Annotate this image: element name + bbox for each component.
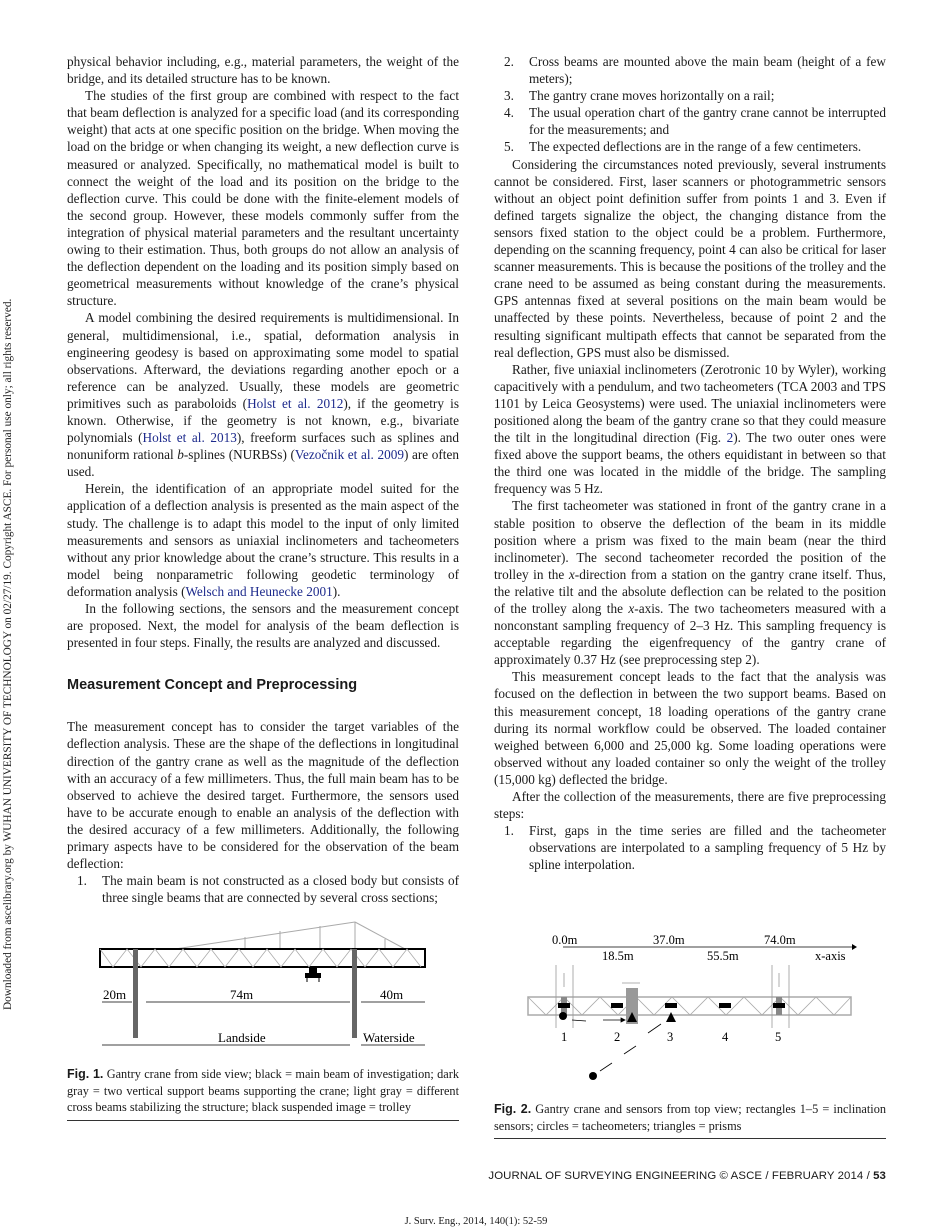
journal-footer: JOURNAL OF SURVEYING ENGINEERING © ASCE / FEBRUARY 2014 / 53 — [488, 1170, 886, 1182]
svg-text:40m: 40m — [380, 987, 404, 1002]
section-heading: Measurement Concept and Preprocessing — [67, 677, 358, 694]
download-watermark: Downloaded from ascelibrary.org by WUHAN UNIVERSITY OF TECHNOLOGY on 02/27/19. Copyright ASCE. For personal use only; all rights reserved. — [2, 298, 14, 1010]
citation-link[interactable]: Welsch and Heunecke 2001 — [185, 583, 333, 599]
list-item: 1. First, gaps in the time series are filled and the tacheometer observations are interpolated to a sampling frequency of 5 Hz by spline interpolation. — [504, 823, 886, 873]
paragraph: The first tacheometer was stationed in front of the gantry crane in a stable position to observe the deflection of the beam in its middle position where a prism was fixed to the main beam (near the third inclinometer). The second tacheometer recorded the position of the trolley in the x-direction from a station on the gantry crane itself. Thus, the relative tilt and the absolute deflection can be related to the position of the trolley along the x-axis. The two tacheometers measured with a nonconstant sampling frequency of 2–3 Hz. This sampling frequency is acceptable regarding the eigenfrequency of the gantry crane of approximately 0.37 Hz (see preprocessing step 2). — [494, 498, 887, 668]
list-item: 3. The gantry crane moves horizontally on a rail; — [504, 88, 775, 104]
figure-link[interactable]: 2 — [726, 430, 734, 446]
support-beam — [133, 949, 138, 1038]
figure-2-caption: Fig. 2. Gantry crane and sensors from top view; rectangles 1–5 = inclination sensors; circles = tacheometers; triangles = prisms — [494, 1101, 886, 1139]
svg-text:3: 3 — [667, 1030, 674, 1044]
svg-text:55.5m: 55.5m — [707, 949, 739, 963]
tacheometer-icon — [559, 1012, 567, 1020]
aspect-list-continued — [494, 53, 886, 156]
list-item: 5. The expected deflections are in the range of a few centimeters. — [504, 139, 862, 155]
right-column — [494, 53, 886, 874]
list-item: 1. The main beam is not constructed as a closed body but consists of three single beams that are connected by several cross sections; — [77, 873, 459, 906]
paragraph: physical behavior including, e.g., material parameters, the weight of the bridge, and its detailed structure has to be known. — [67, 54, 459, 87]
figure-1-caption: Fig. 1. Gantry crane from side view; black = main beam of investigation; dark gray = two vertical support beams supporting the crane; light gray = different cross beams stabilizing the structure; black suspended image = trolley — [67, 1066, 459, 1121]
citation-link[interactable]: Vezočnik et al. 2009 — [294, 447, 404, 463]
citation-link[interactable]: Holst et al. 2012 — [247, 395, 344, 411]
list-item: 2. Cross beams are mounted above the main beam (height of a few meters); — [504, 54, 886, 87]
svg-text:2: 2 — [614, 1030, 621, 1044]
paragraph: This measurement concept leads to the fact that the analysis was focused on the deflection in between the two support beams. Based on this measurement concept, 18 loading operations of the gantry crane during its normal workflow could be observed. The loaded container weighed between 6,000 and 25,000 kg. Some loading operations were observed without any loaded container so only the weight of the trolley (15,000 kg) deflected the bridge. — [494, 669, 886, 787]
svg-text:20m: 20m — [103, 987, 127, 1002]
paragraph: After the collection of the measurements, there are five preprocessing steps: — [494, 789, 886, 822]
svg-text:x-axis: x-axis — [815, 949, 846, 963]
svg-text:18.5m: 18.5m — [602, 949, 634, 963]
main-beam — [100, 949, 425, 967]
svg-text:1: 1 — [561, 1030, 568, 1044]
support-beam — [352, 949, 357, 1038]
paragraph: In the following sections, the sensors and the measurement concept are proposed. Next, the model for analysis of the beam deflection is presented in four steps. Finally, the results are analyzed and discussed. — [67, 601, 459, 651]
svg-text:Waterside: Waterside — [363, 1030, 415, 1045]
trolley-icon — [305, 967, 321, 982]
paragraph: The measurement concept has to consider the target variables of the deflection analysis. These are the shape of the deflections in longitudinal direction of the gantry crane as well as the magnitude of the deflection with an accuracy of a few millimeters. Thus, the full main beam has to be observed to achieve the desired target. Furthermore, the sensors used have to be accurate enough to enable an analysis of the deflection with the desired accuracy of a few millimeters. Additionally, the following primary aspects have to be considered for the observation of the beam deflection: — [67, 719, 459, 872]
svg-text:74m: 74m — [230, 987, 254, 1002]
svg-text:5: 5 — [775, 1030, 782, 1044]
svg-text:Landside: Landside — [218, 1030, 266, 1045]
left-column — [67, 53, 459, 906]
paragraph: The studies of the first group are combined with respect to the fact that beam deflection is analyzed for a specific load (and its corresponding weight) that acts at one specific position on the bridge. When moving the load on the bridge or when changing its weight, a new deflection curve is measured or analyzed. Specifically, no mathematical model is built to connect the weight of the load and its position on the bridge to the deflection curve. This could be done with the finite-element models of the second group. However, these models commonly suffer from the integration of physical material parameters and the resultant uncertainty owing to their estimation. Thus, both groups do not allow an analysis of the deflection dependent on the loading and its position simply based on geometrical measurements without knowledge of the crane’s physical structure. — [67, 88, 459, 309]
tacheometer-icon — [589, 1072, 597, 1080]
svg-text:0.0m: 0.0m — [552, 933, 578, 947]
list-item: 4. The usual operation chart of the gantry crane cannot be interrupted for the measurements; and — [504, 105, 886, 138]
aspect-list — [67, 872, 459, 906]
page-number: 53 — [873, 1170, 886, 1182]
svg-text:74.0m: 74.0m — [764, 933, 796, 947]
figure-2-diagram — [520, 925, 860, 1085]
citation-footer: J. Surv. Eng., 2014, 140(1): 52-59 — [404, 1216, 548, 1227]
paragraph: Rather, five uniaxial inclinometers (Zerotronic 10 by Wyler), working capacitively with a pendulum, and two tacheometers (TCA 2003 and TPS 1101 by Leica Geosystems) were used. The uniaxial inclinometers were positioned along the beam of the gantry crane so that they could measure the tilt in the longitudinal direction (Fig. 2). The two outer ones were fixed above the support beams, the others equidistant in between so that the third one was located in the middle of the bridge. The sampling frequency was 5 Hz. — [494, 361, 887, 497]
prism-icon — [666, 1012, 676, 1022]
svg-text:37.0m: 37.0m — [653, 933, 685, 947]
paragraph: Herein, the identification of an appropriate model suited for the application of a deflection analysis is presented as the main aspect of the study. The challenge is to adapt this model to the input of only limited measurements and sensors as uniaxial inclinometers and tacheometers without any prior knowledge about the crane’s structure. This results in a model being nonparametric following geodetic terminology of deformation analysis (Welsch and Heunecke 2001). — [67, 481, 459, 599]
preprocessing-list — [494, 822, 886, 873]
figure-1-diagram — [95, 915, 435, 1055]
paragraph: Considering the circumstances noted previously, several instruments cannot be considered. First, laser scanners or photogrammetric sensors without an object point definition suffer from points 1 and 3. Even if defined targets signalize the object, the changing distance from the sensors fixed station to the object could be a problem. Furthermore, depending on the scanning frequency, point 4 can also be critical for laser scanner measurements. This is because the positions of the trolley and the crane need to be assumed as being constant during the measurements. GPS antennas fixed at several positions on the main beam would be unaffected by these points. Nevertheless, because of point 2 and the resulting significant multipath effects that cannot be separated from the real deflection, GPS must also be dismissed. — [494, 156, 886, 360]
citation-link[interactable]: Holst et al. 2013 — [142, 430, 237, 446]
paragraph: A model combining the desired requirements is multidimensional. In general, multidimensional, i.e., spatial, deformation analysis in engineering geodesy is based on approximating some model to spatial observations. Afterward, the deviations regarding another epoch or a reference can be analyzed. Usually, these models are geometric primitives such as paraboloids (Holst et al. 2012), if the geometry is known. Otherwise, if the geometry is not known, e.g., bivariate polynomials (Holst et al. 2013), freeform surfaces such as splines and nonuniform rational b-splines (NURBSs) (Vezočnik et al. 2009) are often used. — [67, 310, 459, 480]
svg-text:4: 4 — [722, 1030, 729, 1044]
